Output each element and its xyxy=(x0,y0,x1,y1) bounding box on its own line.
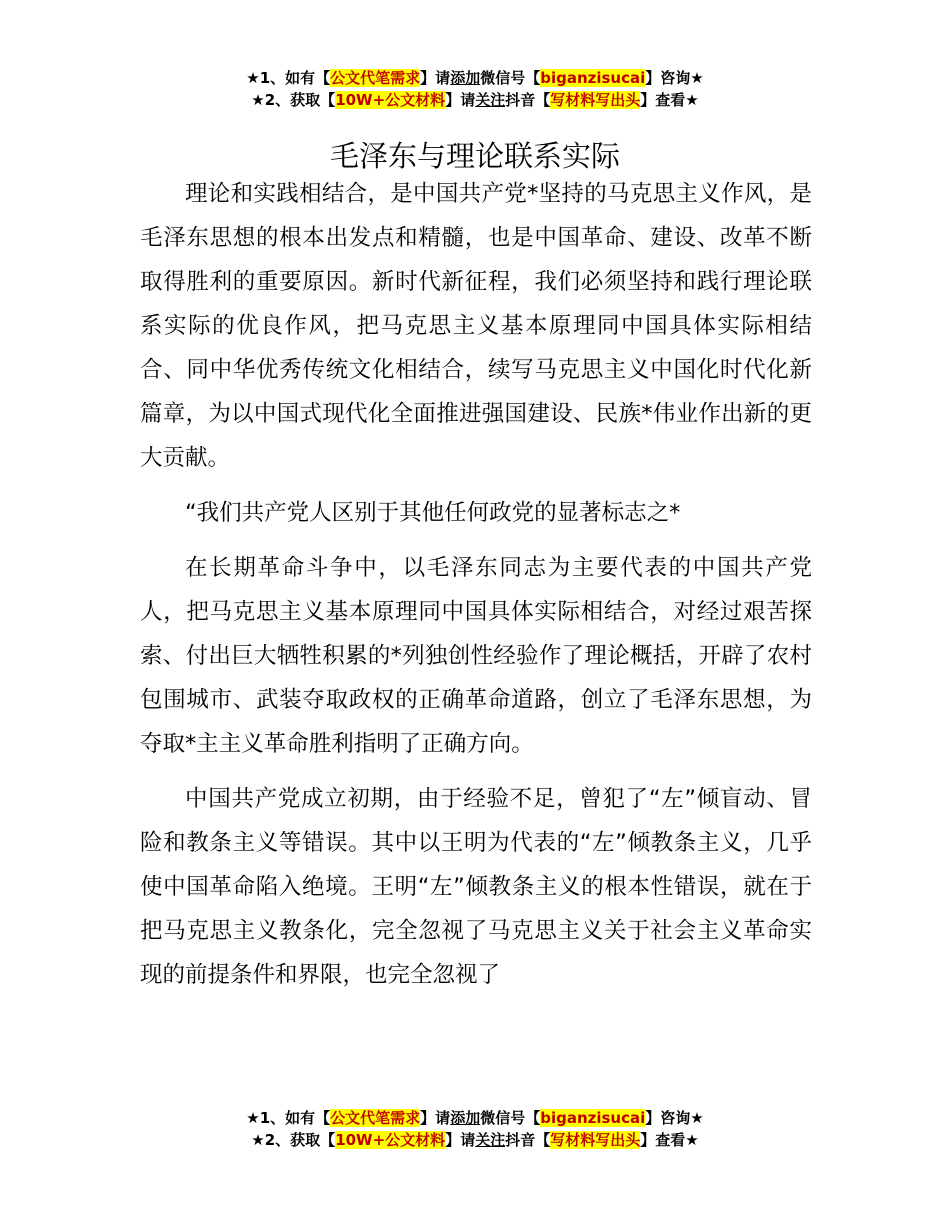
footer-banner-line-2 xyxy=(0,1129,950,1151)
banner-text: 抖音【 xyxy=(505,91,551,109)
highlight-douyin-account: 写材料写出头 xyxy=(550,91,641,109)
document-title: 毛泽东与理论联系实际 xyxy=(329,139,620,174)
banner-text: 抖音【 xyxy=(505,1131,551,1149)
highlight-wechat-id: biganzisucai xyxy=(540,1109,646,1127)
banner-text: 】请 xyxy=(445,1131,476,1149)
footer-banner xyxy=(0,1107,950,1151)
banner-text: ★2、获取【 xyxy=(251,91,336,109)
highlight-wechat-id: biganzisucai xyxy=(540,69,646,87)
banner-text: 】查看★ xyxy=(640,91,699,109)
banner-underlined-text: 关注 xyxy=(475,91,506,109)
banner-text: 】查看★ xyxy=(640,1131,699,1149)
banner-text: 】请 xyxy=(445,91,476,109)
header-banner xyxy=(0,67,950,111)
paragraph: 在长期革命斗争中，以毛泽东同志为主要代表的中国共产党人，把马克思主义基本原理同中国具体实际相结合，对经过艰苦探索、付出巨大牺牲积累的*列独创性经验作了理论概括，开辟了农村包围城市、武装夺取政权的正确革命道路，创立了毛泽东思想，为夺取*主主义革命胜利指明了正确方向。 xyxy=(140,555,812,757)
banner-text: 微信号【 xyxy=(480,69,541,87)
header-banner-line-2 xyxy=(0,89,950,111)
highlight-service: 公文代笔需求 xyxy=(330,1109,421,1127)
banner-underlined-text: 关注 xyxy=(475,1131,506,1149)
banner-underlined-text: 添加 xyxy=(450,1109,481,1127)
footer-banner-line-1 xyxy=(0,1107,950,1129)
highlight-douyin-account: 写材料写出头 xyxy=(550,1131,641,1149)
highlight-service: 公文代笔需求 xyxy=(330,69,421,87)
banner-text: ★1、如有【 xyxy=(246,1109,331,1127)
paragraph: 中国共产党成立初期，由于经验不足，曾犯了“左”倾盲动、冒险和教条主义等错误。其中以王明为代表的“左”倾教条主义，几乎使中国革命陷入绝境。王明“左”倾教条主义的根本性错误，就在于把马克思主义教条化，完全忽视了马克思主义关于社会主义革命实现的前提条件和界限，也完全忽视了 xyxy=(140,786,812,988)
paragraph: 理论和实践相结合，是中国共产党*坚持的马克思主义作风，是毛泽东思想的根本出发点和精髓，也是中国革命、建设、改革不断取得胜利的重要原因。新时代新征程，我们必须坚持和践行理论联系实际的优良作风，把马克思主义基本原理同中国具体实际相结合、同中华优秀传统文化相结合，续写马克思主义中国化时代化新篇章，为以中国式现代化全面推进强国建设、民族*伟业作出新的更大贡献。 xyxy=(140,181,812,471)
banner-text: 】请 xyxy=(420,69,451,87)
paragraph: “我们共产党人区别于其他任何政党的显著标志之* xyxy=(185,500,681,526)
banner-text: 】咨询★ xyxy=(645,69,704,87)
banner-text: ★1、如有【 xyxy=(246,69,331,87)
banner-text: ★2、获取【 xyxy=(251,1131,336,1149)
highlight-materials: 10W+公文材料 xyxy=(335,1131,446,1149)
banner-text: 】咨询★ xyxy=(645,1109,704,1127)
header-banner-line-1 xyxy=(0,67,950,89)
banner-text: 微信号【 xyxy=(480,1109,541,1127)
banner-underlined-text: 添加 xyxy=(450,69,481,87)
banner-text: 】请 xyxy=(420,1109,451,1127)
highlight-materials: 10W+公文材料 xyxy=(335,91,446,109)
document-body xyxy=(140,172,812,1008)
